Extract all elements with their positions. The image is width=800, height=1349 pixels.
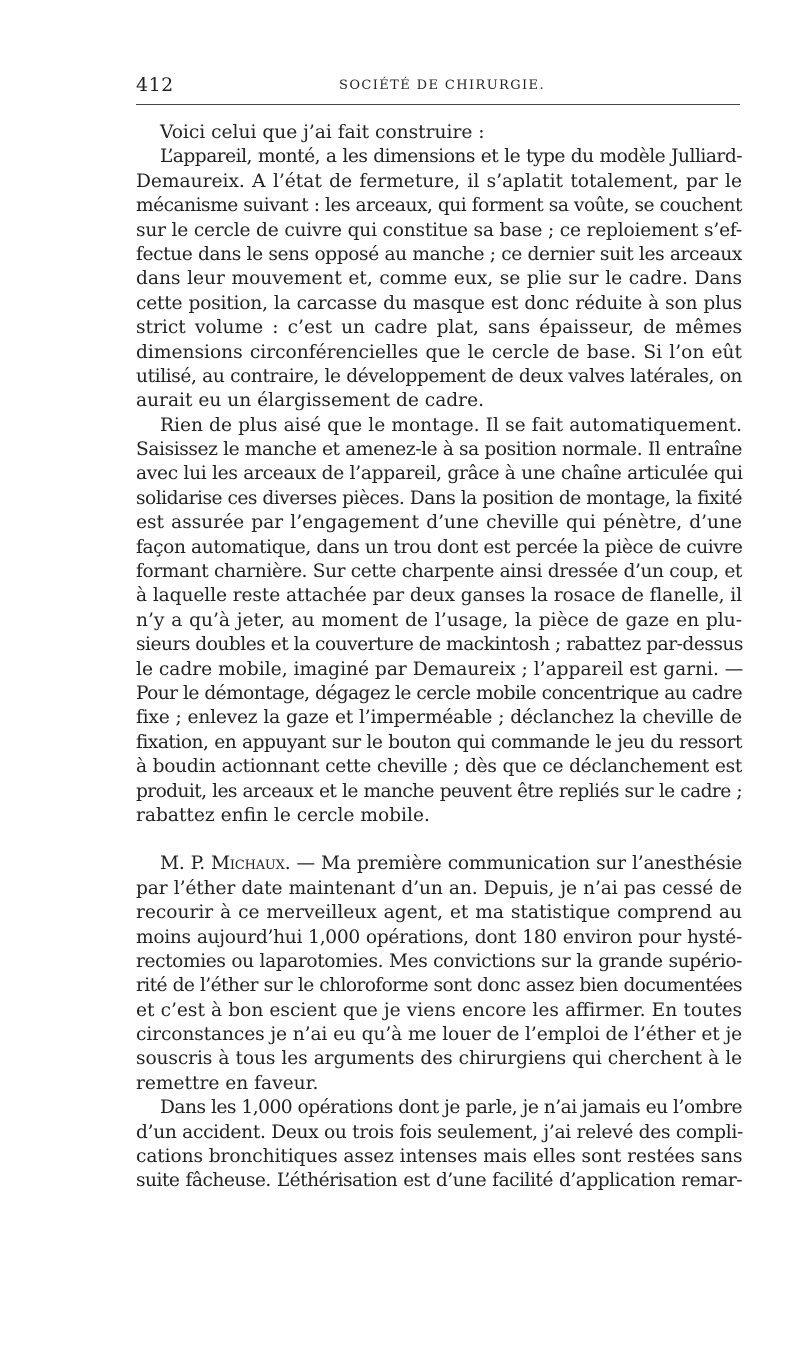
text-line: circonstances je n’ai eu qu’à me louer de l’emploi de l’éther et je	[136, 1024, 743, 1046]
text-line: formant charnière. Sur cette charpente ainsi dressée d’un coup, et	[136, 561, 742, 583]
text-line: d’un accident. Deux ou trois fois seulement, j’ai relevé des compli-	[136, 1121, 744, 1143]
text-line: Dans les 1,000 opérations dont je parle, je n’ai jamais eu l’ombre	[160, 1097, 742, 1119]
text-line: Pour le démontage, dégagez le cercle mobile concentrique au cadre	[136, 682, 742, 704]
text-line: fixe ; enlevez la gaze et l’imperméable ; déclanchez la cheville de	[136, 707, 742, 729]
page-number: 412	[136, 74, 174, 96]
speaker-line-rest: . — Ma première communication sur l’anesthésie	[284, 853, 742, 875]
text-line: aurait eu un élargissement de cadre.	[136, 390, 484, 412]
paragraph-operations	[136, 1096, 742, 1194]
text-line: recourir à ce merveilleux agent, et ma statistique comprend au	[136, 902, 742, 924]
text-line: à laquelle reste attachée par deux ganses la rosace de flanelle, il	[136, 585, 742, 607]
paragraph-appareil	[136, 145, 742, 413]
text-line: n’y a qu’à jeter, au moment de l’usage, la pièce de gaze en plu-	[136, 609, 742, 631]
page-header	[136, 72, 740, 96]
text-line: Rien de plus aisé que le montage. Il se fait automatiquement.	[160, 414, 742, 436]
text-line: moins aujourd’hui 1,000 opérations, dont 180 environ pour hysté-	[136, 926, 742, 948]
speaker-prefix: M. P.	[160, 853, 212, 875]
text-line: souscris à tous les arguments des chirurgiens qui cherchent à le	[136, 1048, 742, 1070]
text-line: Voici celui que j’ai fait construire :	[160, 122, 485, 143]
paragraph-montage	[136, 414, 742, 829]
text-line: cations bronchitiques assez intenses mais elles sont restées sans	[136, 1146, 743, 1168]
text-line: sieurs doubles et la couverture de mackintosh ; rabattez par-dessus	[136, 634, 743, 656]
text-line: fectue dans le sens opposé au manche ; ce dernier suit les arceaux	[136, 243, 742, 265]
text-line: rité de l’éther sur le chloroforme sont donc assez bien documentées	[136, 975, 742, 997]
text-line: rabattez enfin le cercle mobile.	[136, 804, 430, 826]
text-line: rectomies ou laparotomies. Mes convictions sur la grande supério-	[136, 950, 742, 972]
text-line: dans leur mouvement et, comme eux, se plie sur le cadre. Dans	[136, 268, 742, 290]
text-line: à boudin actionnant cette cheville ; dès que ce déclanchement est	[136, 756, 742, 778]
text-line: façon automatique, dans un trou dont est percée la pièce de cuivre	[136, 536, 743, 558]
text-line: sur le cercle de cuivre qui constitue sa base ; ce reploiement s’ef-	[136, 219, 742, 241]
text-line: le cadre mobile, imaginé par Demaureix ; l’appareil est garni. —	[136, 658, 744, 680]
text-line: par l’éther date maintenant d’un an. Depuis, je n’ai pas cessé de	[136, 877, 742, 899]
text-line: solidarise ces diverses pièces. Dans la position de montage, la fixité	[136, 487, 742, 509]
text-line: utilisé, au contraire, le développement de deux valves latérales, on	[136, 365, 742, 387]
paragraph-michaux	[136, 852, 742, 1096]
running-title: SOCIÉTÉ DE CHIRURGIE.	[339, 78, 545, 93]
text-line: Saisissez le manche et amenez-le à sa position normale. Il entraîne	[136, 439, 742, 461]
text-line: strict volume : c’est un cadre plat, sans épaisseur, de mêmes	[136, 317, 742, 339]
paragraph-intro	[136, 121, 742, 145]
text-line: produit, les arceaux et le manche peuvent être repliés sur le cadre ;	[136, 780, 742, 802]
paragraph-gap	[136, 828, 742, 852]
speaker-name: Michaux	[211, 853, 285, 875]
text-line: Demaureix. A l’état de fermeture, il s’aplatit totalement, par le	[136, 170, 742, 192]
body-text	[136, 121, 742, 1194]
text-line: est assurée par l’engagement d’une cheville qui pénètre, d’une	[136, 512, 742, 534]
text-line	[136, 852, 742, 876]
text-line: avec lui les arceaux de l’appareil, grâce à une chaîne articulée qui	[136, 463, 743, 485]
text-line: et c’est à bon escient que je viens encore les affirmer. En toutes	[136, 999, 742, 1021]
text-line: dimensions circonférencielles que le cercle de base. Si l’on eût	[136, 341, 742, 363]
text-line: cette position, la carcasse du masque est donc réduite à son plus	[136, 292, 742, 314]
text-line: remettre en faveur.	[136, 1072, 319, 1094]
text-line: fixation, en appuyant sur le bouton qui commande le jeu du ressort	[136, 731, 742, 753]
text-line: mécanisme suivant : les arceaux, qui forment sa voûte, se couchent	[136, 195, 742, 217]
text-line: suite fâcheuse. L’éthérisation est d’une facilité d’application remar-	[136, 1170, 742, 1192]
header-rule	[136, 104, 740, 105]
text-line: L’appareil, monté, a les dimensions et le type du modèle Julliard-	[160, 146, 742, 168]
